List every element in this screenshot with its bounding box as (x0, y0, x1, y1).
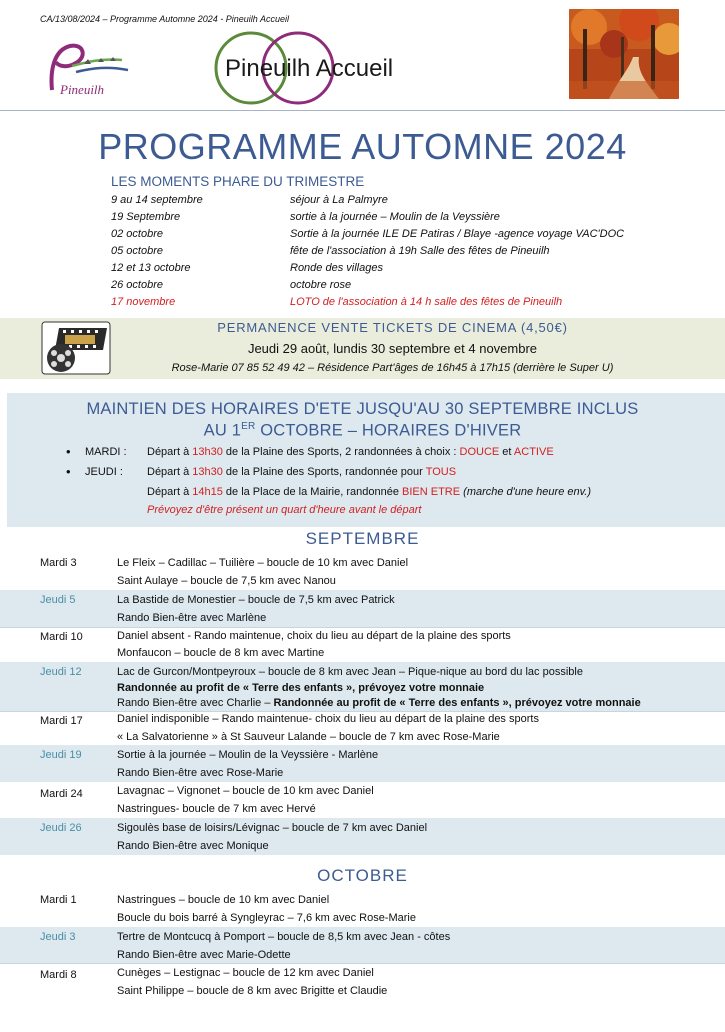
row-line: La Bastide de Monestier – boucle de 7,5 km avec Patrick (117, 594, 395, 606)
row-day: Mardi 8 (40, 969, 77, 981)
hours-title-sup: ER (241, 421, 256, 432)
row-line: Le Fleix – Cadillac – Tuilière – boucle de 10 km avec Daniel (117, 557, 409, 569)
row-line: « La Salvatorienne » à St Sauveur Lalande – boucle de 7 km avec Rose-Marie (117, 731, 500, 743)
hours-title-line2 (0, 421, 725, 441)
row-day: Jeudi 12 (40, 666, 82, 678)
section-title-octobre: OCTOBRE (317, 866, 408, 885)
row-divider (0, 627, 725, 628)
hours-title-line1: MAINTIEN DES HORAIRES D'ETE JUSQU'AU 30 SEPTEMBRE INCLUS (86, 400, 639, 418)
logo-left-text: Pineuilh (60, 82, 105, 97)
row-day: Jeudi 5 (40, 594, 76, 606)
row-line: Rando Bien-être avec Marie-Odette (117, 949, 291, 961)
pineuilh-accueil-logo (205, 28, 445, 110)
moments-title: LES MOMENTS PHARE DU TRIMESTRE (111, 174, 365, 189)
row-divider (0, 963, 725, 964)
event-date: 26 octobre (111, 279, 163, 291)
document-reference: CA/13/08/2024 – Programme Automne 2024 - Pineuilh Accueil (40, 14, 289, 24)
row-line: Tertre de Montcucq à Pomport – boucle de 8,5 km avec Jean - côtes (117, 931, 451, 943)
hours-warning: Prévoyez d'être présent un quart d'heure avant le départ (147, 504, 422, 516)
event-desc: Ronde des villages (290, 262, 383, 274)
jeudi-schedule-2: Départ à 14h15 de la Place de la Mairie, randonnée BIEN ETRE (marche d'une heure env.) (147, 486, 592, 498)
mardi-schedule: Départ à 13h30 de la Plaine des Sports, 2 randonnées à choix : DOUCE et ACTIVE (147, 446, 554, 458)
row-line: Lac de Gurcon/Montpeyroux – boucle de 8 km avec Jean – Pique-nique au bord du lac possible (117, 666, 583, 678)
row-line: Monfaucon – boucle de 8 km avec Martine (117, 647, 325, 659)
event-date: 12 et 13 octobre (111, 262, 191, 274)
jeudi-schedule: Départ à 13h30 de la Plaine des Sports, randonnée pour TOUS (147, 466, 457, 478)
cinema-contact: Rose-Marie 07 85 52 49 42 – Résidence Part'âges de 16h45 à 17h15 (derrière le Super U) (171, 362, 614, 374)
row-line: Daniel indisponible – Rando maintenue- choix du lieu au départ de la plaine des sports (117, 713, 539, 725)
row-divider (0, 711, 725, 712)
event-desc: fête de l'association à 19h Salle des fêtes de Pineuilh (290, 245, 550, 257)
bullet-icon: • (66, 464, 71, 479)
mardi-label: MARDI : (85, 446, 127, 458)
row-line: Cunèges – Lestignac – boucle de 12 km avec Daniel (117, 967, 374, 979)
autumn-forest-photo (569, 9, 679, 99)
event-desc: Sortie à la journée ILE DE Patiras / Blaye -agence voyage VAC'DOC (290, 228, 625, 240)
row-day: Mardi 17 (40, 715, 83, 727)
row-day: Mardi 10 (40, 631, 83, 643)
row-day: Jeudi 3 (40, 931, 76, 943)
row-line: Rando Bien-être avec Monique (117, 840, 269, 852)
event-date: 17 novembre (111, 296, 176, 308)
row-day: Mardi 3 (40, 557, 77, 569)
hours-title-part-b: OCTOBRE – HORAIRES D'HIVER (255, 421, 522, 440)
row-day: Mardi 1 (40, 894, 77, 906)
page-title: PROGRAMME AUTOMNE 2024 (98, 126, 627, 167)
section-title-septembre: SEPTEMBRE (305, 529, 420, 548)
cinema-title: PERMANENCE VENTE TICKETS DE CINEMA (4,50€) (217, 320, 568, 335)
row-line: Rando Bien-être avec Charlie – Randonnée au profit de « Terre des enfants », prévoyez votre monnaie (117, 697, 641, 709)
event-desc: LOTO de l'association à 14 h salle des fêtes de Pineuilh (290, 296, 563, 308)
row-line: Saint Aulaye – boucle de 7,5 km avec Nanou (117, 575, 336, 587)
row-line: Rando Bien-être avec Rose-Marie (117, 767, 284, 779)
row-line: Nastringues- boucle de 7 km avec Hervé (117, 803, 316, 815)
event-date: 02 octobre (111, 228, 163, 240)
pineuilh-town-logo (42, 40, 134, 98)
row-line: Daniel absent - Rando maintenue, choix du lieu au départ de la plaine des sports (117, 630, 511, 642)
event-desc: séjour à La Palmyre (290, 194, 388, 206)
row-day: Jeudi 19 (40, 749, 82, 761)
event-date: 05 octobre (111, 245, 163, 257)
event-date: 9 au 14 septembre (111, 194, 203, 206)
header-divider (0, 110, 725, 111)
jeudi-label: JEUDI : (85, 466, 123, 478)
hours-title-part-a: AU 1 (203, 421, 242, 440)
row-day: Jeudi 26 (40, 822, 82, 834)
row-day: Mardi 24 (40, 788, 83, 800)
event-desc: octobre rose (290, 279, 352, 291)
row-line: Saint Philippe – boucle de 8 km avec Brigitte et Claudie (117, 985, 388, 997)
row-line: Boucle du bois barré à Syngleyrac – 7,6 km avec Rose-Marie (117, 912, 416, 924)
logo-center-text: Pineuilh Accueil (225, 55, 394, 82)
row-line: Nastringues – boucle de 10 km avec Daniel (117, 894, 330, 906)
event-date: 19 Septembre (111, 211, 181, 223)
row-line: Rando Bien-être avec Marlène (117, 612, 267, 624)
row-line: Lavagnac – Vignonet – boucle de 10 km avec Daniel (117, 785, 374, 797)
bullet-icon: • (66, 444, 71, 459)
row-line: Sortie à la journée – Moulin de la Veyssière - Marlène (117, 749, 379, 761)
row-line-bold: Randonnée au profit de « Terre des enfants », prévoyez votre monnaie (117, 682, 485, 694)
row-line: Sigoulès base de loisirs/Lévignac – boucle de 7 km avec Daniel (117, 822, 428, 834)
cinema-dates: Jeudi 29 août, lundis 30 septembre et 4 novembre (247, 341, 538, 356)
event-desc: sortie à la journée – Moulin de la Veyssière (290, 211, 500, 223)
